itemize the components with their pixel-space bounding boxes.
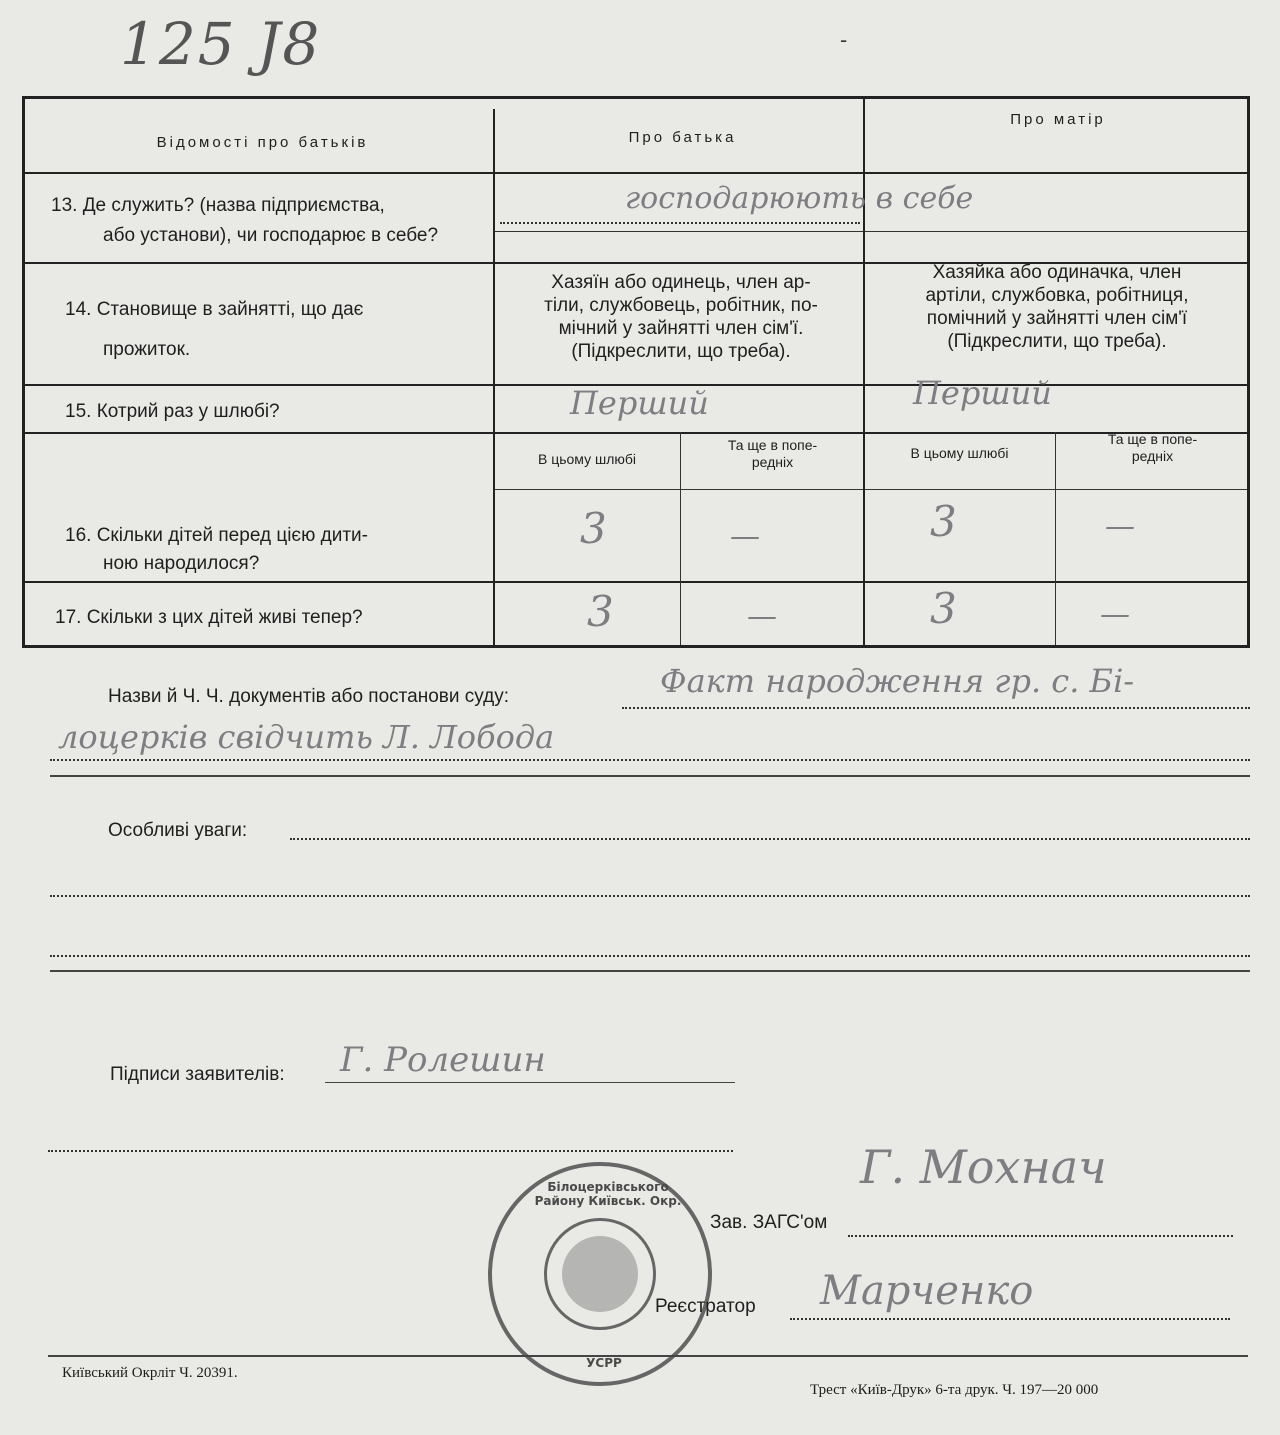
solid-line xyxy=(50,775,1250,777)
col-divider xyxy=(493,109,495,645)
q14-mother-options xyxy=(873,261,1241,353)
sub-previous-father xyxy=(685,437,860,471)
registrar-signature: Марченко xyxy=(820,1268,1034,1314)
q15-mother-answer: Перший xyxy=(913,374,1052,412)
dotted-line xyxy=(500,222,860,224)
q14-label-1: 14. Становище в зайнятті, що дає xyxy=(65,299,364,320)
sub-previous-mother xyxy=(1060,431,1245,465)
official-stamp xyxy=(488,1162,712,1386)
dotted-line xyxy=(50,759,1250,761)
q14-mother-line: артіли, службовка, робітниця, xyxy=(925,285,1189,306)
q16-label-1: 16. Скільки дітей перед цією дити- xyxy=(65,525,368,546)
q17-label: 17. Скільки з цих дітей живі тепер? xyxy=(55,607,363,628)
col-divider xyxy=(680,432,681,645)
page-number: 125 J8 xyxy=(120,10,322,78)
q16-father-prev: — xyxy=(730,519,760,554)
sub-line: редніх xyxy=(751,454,794,470)
sub-this-marriage-mother: В цьому шлюбі xyxy=(910,445,1009,461)
row-divider xyxy=(495,489,1247,490)
registrar-label: Реєстратор xyxy=(655,1296,756,1317)
applicants-signature: Г. Ролешин xyxy=(340,1040,546,1080)
documents-value-1: Факт народження гр. с. Бі- xyxy=(660,662,1135,700)
remarks-label: Особливі уваги: xyxy=(108,820,248,841)
q17-father-this: 3 xyxy=(587,587,614,636)
col-divider xyxy=(1055,432,1056,645)
stamp-outer-text: Білоцерківського Району Київськ. Окр. xyxy=(534,1180,682,1208)
row-divider xyxy=(495,231,1247,232)
sub-this-marriage-father: В цьому шлюбі xyxy=(537,451,637,467)
applicants-label: Підписи заявителів: xyxy=(110,1064,285,1085)
dotted-line xyxy=(790,1318,1230,1320)
sub-line: Та ще в попе- xyxy=(727,437,818,453)
q15-label: 15. Котрий раз у шлюбі? xyxy=(65,401,280,422)
dotted-line xyxy=(50,955,1250,957)
q14-mother-line: Хазяйка або одиначка, член xyxy=(932,262,1182,283)
documents-value-2: лоцерків свідчить Л. Лобода xyxy=(58,718,555,756)
zags-signature: Г. Мохнач xyxy=(860,1140,1107,1194)
dotted-line xyxy=(48,1150,733,1152)
emblem-icon xyxy=(562,1236,638,1312)
row-divider xyxy=(25,172,1247,174)
stray-mark: ‐ xyxy=(840,28,848,52)
q13-label-2: або установи), чи господарює в себе? xyxy=(103,225,439,246)
q14-father-options xyxy=(503,271,859,363)
dotted-line xyxy=(848,1235,1233,1237)
q14-mother-line: помічний у зайнятті член сім'ї xyxy=(926,308,1188,329)
q14-father-line: тіли, службовець, робітник, по- xyxy=(544,295,818,316)
solid-line xyxy=(50,970,1250,972)
footer-left: Київський Окрліт Ч. 20391. xyxy=(62,1365,238,1381)
header-father: Про батька xyxy=(628,129,737,146)
q16-mother-prev: — xyxy=(1105,509,1135,544)
sub-line: Та ще в попе- xyxy=(1107,431,1198,447)
sub-line: редніх xyxy=(1131,448,1174,464)
footer-right: Трест «Київ-Друк» 6-та друк. Ч. 197—20 000 xyxy=(810,1382,1099,1398)
stamp-inner-text: УСРР xyxy=(586,1356,622,1370)
q14-father-line: (Підкреслити, що треба). xyxy=(571,341,791,362)
q16-father-this: 3 xyxy=(580,504,607,553)
documents-label: Назви й Ч. Ч. документів або постанови суду: xyxy=(108,686,509,707)
footer-rule xyxy=(48,1355,1248,1357)
signature-line xyxy=(325,1082,735,1083)
q13-label-1: 13. Де служить? (назва підприємства, xyxy=(51,195,385,216)
q14-father-line: Хазяїн або одинець, член ар- xyxy=(551,272,811,293)
q14-father-line: мічний у зайнятті член сім'ї. xyxy=(558,318,804,339)
q17-mother-prev: — xyxy=(1100,597,1130,632)
header-mother: Про матір xyxy=(1010,111,1106,128)
zags-label: Зав. ЗАГС'ом xyxy=(710,1212,828,1233)
dotted-line xyxy=(622,707,1250,709)
q16-label-2: ною народилося? xyxy=(103,553,260,574)
q16-mother-this: 3 xyxy=(930,497,957,546)
dotted-line xyxy=(50,895,1250,897)
row-divider xyxy=(25,581,1247,583)
q14-label-2: прожиток. xyxy=(103,339,191,360)
dotted-line xyxy=(290,838,1250,840)
q13-answer: господарюють в себе xyxy=(625,181,974,216)
q14-mother-line: (Підкреслити, що треба). xyxy=(947,331,1167,352)
q15-father-answer: Перший xyxy=(570,384,709,422)
q17-father-prev: — xyxy=(747,599,777,634)
header-parents-info: Відомості про батьків xyxy=(156,134,369,151)
q17-mother-this: 3 xyxy=(930,584,957,633)
parents-info-table xyxy=(22,96,1250,648)
